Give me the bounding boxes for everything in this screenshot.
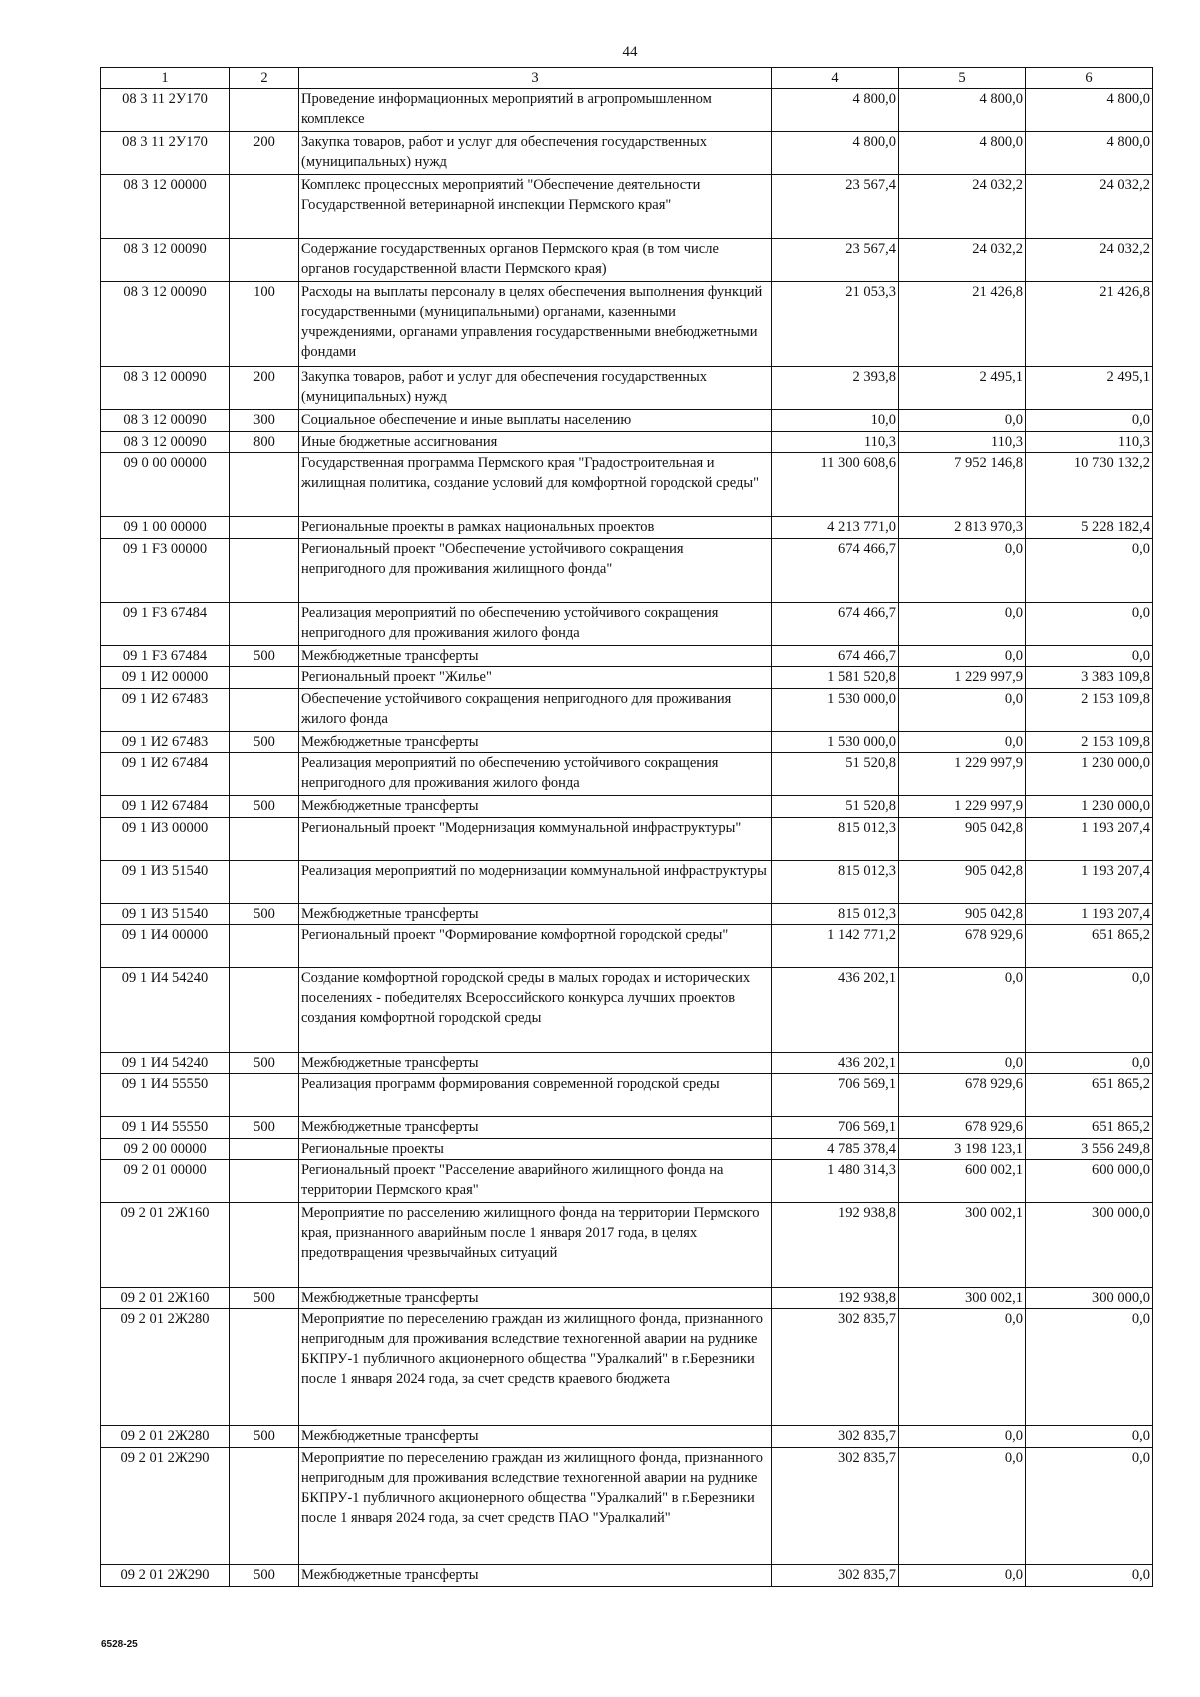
row-value-col4: 1 530 000,0 bbox=[772, 689, 899, 732]
document-code: 6528-25 bbox=[101, 1639, 138, 1650]
row-code: 08 3 11 2У170 bbox=[101, 89, 230, 132]
row-value-col4: 10,0 bbox=[772, 410, 899, 432]
table-row bbox=[101, 1203, 1153, 1288]
row-code: 09 2 01 2Ж160 bbox=[101, 1288, 230, 1309]
row-value-col4: 674 466,7 bbox=[772, 539, 899, 603]
row-value-col6: 4 800,0 bbox=[1026, 132, 1153, 175]
row-name: Иные бюджетные ассигнования bbox=[299, 432, 772, 453]
row-name: Реализация мероприятий по обеспечению устойчивого сокращения непригодного для проживания жилого фонда bbox=[299, 603, 772, 646]
row-value-col4: 674 466,7 bbox=[772, 603, 899, 646]
row-value-col6: 1 230 000,0 bbox=[1026, 796, 1153, 818]
row-expense-type: 100 bbox=[230, 282, 299, 367]
row-expense-type bbox=[230, 1160, 299, 1203]
table-row bbox=[101, 453, 1153, 517]
row-value-col5: 0,0 bbox=[899, 689, 1026, 732]
row-expense-type bbox=[230, 175, 299, 239]
row-expense-type bbox=[230, 753, 299, 796]
table-row bbox=[101, 925, 1153, 968]
table-row bbox=[101, 667, 1153, 689]
row-value-col5: 0,0 bbox=[899, 1448, 1026, 1565]
row-expense-type: 500 bbox=[230, 796, 299, 818]
row-code: 09 2 01 2Ж280 bbox=[101, 1426, 230, 1448]
row-expense-type bbox=[230, 818, 299, 861]
row-value-col4: 1 480 314,3 bbox=[772, 1160, 899, 1203]
row-expense-type bbox=[230, 239, 299, 282]
row-value-col4: 4 213 771,0 bbox=[772, 517, 899, 539]
row-name: Региональный проект "Формирование комфортной городской среды" bbox=[299, 925, 772, 968]
table-row bbox=[101, 367, 1153, 410]
row-value-col4: 51 520,8 bbox=[772, 753, 899, 796]
row-value-col6: 300 000,0 bbox=[1026, 1203, 1153, 1288]
row-value-col6: 0,0 bbox=[1026, 968, 1153, 1053]
row-name: Межбюджетные трансферты bbox=[299, 1117, 772, 1139]
row-expense-type: 500 bbox=[230, 1288, 299, 1309]
row-code: 09 1 F3 00000 bbox=[101, 539, 230, 603]
row-value-col4: 436 202,1 bbox=[772, 968, 899, 1053]
row-value-col5: 0,0 bbox=[899, 646, 1026, 667]
page-number: 44 bbox=[622, 44, 638, 60]
row-name: Межбюджетные трансферты bbox=[299, 1565, 772, 1587]
row-name: Закупка товаров, работ и услуг для обеспечения государственных (муниципальных) нужд bbox=[299, 132, 772, 175]
row-value-col6: 21 426,8 bbox=[1026, 282, 1153, 367]
row-name: Региональный проект "Обеспечение устойчивого сокращения непригодного для проживания жилищного фонда" bbox=[299, 539, 772, 603]
row-expense-type bbox=[230, 861, 299, 904]
table-row bbox=[101, 239, 1153, 282]
row-value-col4: 1 142 771,2 bbox=[772, 925, 899, 968]
row-expense-type bbox=[230, 689, 299, 732]
row-name: Межбюджетные трансферты bbox=[299, 904, 772, 925]
row-name: Межбюджетные трансферты bbox=[299, 732, 772, 753]
row-value-col4: 192 938,8 bbox=[772, 1288, 899, 1309]
row-value-col5: 7 952 146,8 bbox=[899, 453, 1026, 517]
row-expense-type: 500 bbox=[230, 1053, 299, 1074]
row-value-col5: 0,0 bbox=[899, 1565, 1026, 1587]
table-row bbox=[101, 432, 1153, 453]
table-row bbox=[101, 410, 1153, 432]
row-value-col4: 11 300 608,6 bbox=[772, 453, 899, 517]
row-value-col4: 1 581 520,8 bbox=[772, 667, 899, 689]
row-name: Региональный проект "Расселение аварийного жилищного фонда на территории Пермского края" bbox=[299, 1160, 772, 1203]
row-code: 09 0 00 00000 bbox=[101, 453, 230, 517]
row-value-col4: 2 393,8 bbox=[772, 367, 899, 410]
row-value-col5: 1 229 997,9 bbox=[899, 667, 1026, 689]
row-value-col6: 0,0 bbox=[1026, 1565, 1153, 1587]
row-expense-type bbox=[230, 1074, 299, 1117]
row-value-col6: 4 800,0 bbox=[1026, 89, 1153, 132]
table-row bbox=[101, 968, 1153, 1053]
row-value-col5: 21 426,8 bbox=[899, 282, 1026, 367]
table-row bbox=[101, 1448, 1153, 1565]
table-row bbox=[101, 861, 1153, 904]
row-value-col4: 436 202,1 bbox=[772, 1053, 899, 1074]
row-value-col6: 2 153 109,8 bbox=[1026, 732, 1153, 753]
row-expense-type: 500 bbox=[230, 1426, 299, 1448]
row-code: 09 1 И3 51540 bbox=[101, 904, 230, 925]
row-expense-type: 500 bbox=[230, 904, 299, 925]
row-expense-type: 200 bbox=[230, 132, 299, 175]
row-code: 09 1 И2 67483 bbox=[101, 732, 230, 753]
row-code: 09 1 И3 00000 bbox=[101, 818, 230, 861]
row-code: 09 1 И2 67483 bbox=[101, 689, 230, 732]
row-code: 09 1 И2 67484 bbox=[101, 753, 230, 796]
table-row bbox=[101, 1053, 1153, 1074]
column-header: 6 bbox=[1026, 68, 1153, 89]
table-row bbox=[101, 282, 1153, 367]
table-row bbox=[101, 1426, 1153, 1448]
row-value-col6: 3 383 109,8 bbox=[1026, 667, 1153, 689]
row-expense-type bbox=[230, 539, 299, 603]
column-header: 5 bbox=[899, 68, 1026, 89]
row-value-col4: 4 800,0 bbox=[772, 132, 899, 175]
row-value-col5: 0,0 bbox=[899, 732, 1026, 753]
table-row bbox=[101, 1074, 1153, 1117]
row-value-col5: 0,0 bbox=[899, 410, 1026, 432]
row-value-col6: 1 193 207,4 bbox=[1026, 818, 1153, 861]
row-value-col4: 1 530 000,0 bbox=[772, 732, 899, 753]
row-code: 09 2 00 00000 bbox=[101, 1139, 230, 1160]
row-code: 09 1 И4 55550 bbox=[101, 1117, 230, 1139]
row-name: Межбюджетные трансферты bbox=[299, 1053, 772, 1074]
row-name: Региональный проект "Жилье" bbox=[299, 667, 772, 689]
row-value-col5: 1 229 997,9 bbox=[899, 796, 1026, 818]
row-value-col5: 0,0 bbox=[899, 1053, 1026, 1074]
row-value-col5: 0,0 bbox=[899, 1426, 1026, 1448]
table-row bbox=[101, 753, 1153, 796]
budget-table bbox=[100, 67, 1153, 1587]
row-value-col6: 2 153 109,8 bbox=[1026, 689, 1153, 732]
row-name: Закупка товаров, работ и услуг для обеспечения государственных (муниципальных) нужд bbox=[299, 367, 772, 410]
row-name: Государственная программа Пермского края "Градостроительная и жилищная политика, создание условий для комфортной городской среды" bbox=[299, 453, 772, 517]
row-expense-type bbox=[230, 1139, 299, 1160]
row-value-col6: 0,0 bbox=[1026, 603, 1153, 646]
row-value-col4: 302 835,7 bbox=[772, 1448, 899, 1565]
row-code: 08 3 12 00000 bbox=[101, 175, 230, 239]
row-value-col5: 2 813 970,3 bbox=[899, 517, 1026, 539]
row-value-col6: 300 000,0 bbox=[1026, 1288, 1153, 1309]
row-expense-type: 500 bbox=[230, 1117, 299, 1139]
row-value-col5: 905 042,8 bbox=[899, 818, 1026, 861]
row-name: Межбюджетные трансферты bbox=[299, 646, 772, 667]
row-value-col6: 0,0 bbox=[1026, 1309, 1153, 1426]
row-code: 09 1 F3 67484 bbox=[101, 603, 230, 646]
row-value-col6: 110,3 bbox=[1026, 432, 1153, 453]
row-value-col6: 600 000,0 bbox=[1026, 1160, 1153, 1203]
row-expense-type: 300 bbox=[230, 410, 299, 432]
row-code: 09 1 F3 67484 bbox=[101, 646, 230, 667]
table-row bbox=[101, 1288, 1153, 1309]
table-body bbox=[101, 89, 1153, 1587]
row-code: 08 3 11 2У170 bbox=[101, 132, 230, 175]
row-value-col6: 10 730 132,2 bbox=[1026, 453, 1153, 517]
row-value-col4: 815 012,3 bbox=[772, 818, 899, 861]
row-value-col4: 815 012,3 bbox=[772, 861, 899, 904]
row-expense-type bbox=[230, 1448, 299, 1565]
row-name: Содержание государственных органов Пермского края (в том числе органов государственной власти Пермского края) bbox=[299, 239, 772, 282]
row-name: Реализация программ формирования современной городской среды bbox=[299, 1074, 772, 1117]
row-value-col4: 21 053,3 bbox=[772, 282, 899, 367]
row-code: 09 2 01 00000 bbox=[101, 1160, 230, 1203]
row-name: Мероприятие по переселению граждан из жилищного фонда, признанного непригодным для проживания вследствие техногенной аварии на руднике БКПРУ-1 публичного акционерного общества "Уралкалий" в г.Березники после 1 января 2024 года, за счет средств краевого бюджета bbox=[299, 1309, 772, 1426]
row-code: 09 1 00 00000 bbox=[101, 517, 230, 539]
column-header: 2 bbox=[230, 68, 299, 89]
row-expense-type: 500 bbox=[230, 646, 299, 667]
row-code: 09 1 И4 00000 bbox=[101, 925, 230, 968]
row-value-col5: 110,3 bbox=[899, 432, 1026, 453]
row-name: Социальное обеспечение и иные выплаты населению bbox=[299, 410, 772, 432]
row-expense-type bbox=[230, 667, 299, 689]
row-value-col5: 3 198 123,1 bbox=[899, 1139, 1026, 1160]
row-expense-type bbox=[230, 1309, 299, 1426]
row-value-col4: 23 567,4 bbox=[772, 239, 899, 282]
row-name: Мероприятие по расселению жилищного фонда на территории Пермского края, признанного аварийным после 1 января 2017 года, в целях предотвращения чрезвычайных ситуаций bbox=[299, 1203, 772, 1288]
row-value-col4: 302 835,7 bbox=[772, 1426, 899, 1448]
row-code: 08 3 12 00090 bbox=[101, 239, 230, 282]
row-value-col5: 600 002,1 bbox=[899, 1160, 1026, 1203]
row-name: Комплекс процессных мероприятий "Обеспечение деятельности Государственной ветеринарной инспекции Пермского края" bbox=[299, 175, 772, 239]
row-value-col5: 0,0 bbox=[899, 968, 1026, 1053]
row-value-col4: 815 012,3 bbox=[772, 904, 899, 925]
row-value-col5: 905 042,8 bbox=[899, 861, 1026, 904]
table-row bbox=[101, 603, 1153, 646]
row-value-col6: 24 032,2 bbox=[1026, 175, 1153, 239]
row-value-col4: 192 938,8 bbox=[772, 1203, 899, 1288]
row-value-col4: 706 569,1 bbox=[772, 1117, 899, 1139]
row-name: Мероприятие по переселению граждан из жилищного фонда, признанного непригодным для проживания вследствие техногенной аварии на руднике БКПРУ-1 публичного акционерного общества "Уралкалий" в г.Березники после 1 января 2024 года, за счет средств ПАО "Уралкалий" bbox=[299, 1448, 772, 1565]
row-value-col6: 0,0 bbox=[1026, 539, 1153, 603]
row-name: Межбюджетные трансферты bbox=[299, 1426, 772, 1448]
column-header: 1 bbox=[101, 68, 230, 89]
row-value-col6: 0,0 bbox=[1026, 1448, 1153, 1565]
row-expense-type: 500 bbox=[230, 732, 299, 753]
row-value-col4: 23 567,4 bbox=[772, 175, 899, 239]
row-name: Проведение информационных мероприятий в агропромышленном комплексе bbox=[299, 89, 772, 132]
row-name: Расходы на выплаты персоналу в целях обеспечения выполнения функций государственными (муниципальными) органами, казенными учреждениями, органами управления государственными внебюджетными фондами bbox=[299, 282, 772, 367]
row-code: 08 3 12 00090 bbox=[101, 367, 230, 410]
row-code: 09 2 01 2Ж280 bbox=[101, 1309, 230, 1426]
table-row bbox=[101, 732, 1153, 753]
row-value-col4: 706 569,1 bbox=[772, 1074, 899, 1117]
table-row bbox=[101, 1160, 1153, 1203]
row-name: Региональные проекты bbox=[299, 1139, 772, 1160]
row-value-col4: 4 800,0 bbox=[772, 89, 899, 132]
row-expense-type bbox=[230, 925, 299, 968]
row-value-col4: 4 785 378,4 bbox=[772, 1139, 899, 1160]
row-value-col6: 1 193 207,4 bbox=[1026, 861, 1153, 904]
row-expense-type bbox=[230, 1203, 299, 1288]
table-row bbox=[101, 1565, 1153, 1587]
row-value-col6: 1 230 000,0 bbox=[1026, 753, 1153, 796]
row-value-col5: 2 495,1 bbox=[899, 367, 1026, 410]
row-name: Реализация мероприятий по обеспечению устойчивого сокращения непригодного для проживания жилого фонда bbox=[299, 753, 772, 796]
row-value-col5: 678 929,6 bbox=[899, 925, 1026, 968]
row-name: Межбюджетные трансферты bbox=[299, 1288, 772, 1309]
row-expense-type bbox=[230, 453, 299, 517]
row-value-col6: 651 865,2 bbox=[1026, 1117, 1153, 1139]
row-code: 09 1 И4 54240 bbox=[101, 1053, 230, 1074]
column-header: 4 bbox=[772, 68, 899, 89]
row-value-col5: 1 229 997,9 bbox=[899, 753, 1026, 796]
table-row bbox=[101, 175, 1153, 239]
row-name: Межбюджетные трансферты bbox=[299, 796, 772, 818]
row-value-col6: 24 032,2 bbox=[1026, 239, 1153, 282]
row-code: 09 1 И2 00000 bbox=[101, 667, 230, 689]
row-code: 09 2 01 2Ж160 bbox=[101, 1203, 230, 1288]
row-name: Региональные проекты в рамках национальных проектов bbox=[299, 517, 772, 539]
row-value-col5: 4 800,0 bbox=[899, 89, 1026, 132]
row-value-col6: 5 228 182,4 bbox=[1026, 517, 1153, 539]
table-row bbox=[101, 796, 1153, 818]
table-row bbox=[101, 132, 1153, 175]
row-expense-type: 200 bbox=[230, 367, 299, 410]
row-value-col5: 678 929,6 bbox=[899, 1117, 1026, 1139]
table-row bbox=[101, 689, 1153, 732]
row-value-col4: 51 520,8 bbox=[772, 796, 899, 818]
row-value-col6: 651 865,2 bbox=[1026, 925, 1153, 968]
column-header: 3 bbox=[299, 68, 772, 89]
row-value-col5: 905 042,8 bbox=[899, 904, 1026, 925]
row-value-col5: 24 032,2 bbox=[899, 175, 1026, 239]
row-name: Создание комфортной городской среды в малых городах и исторических поселениях - победителях Всероссийского конкурса лучших проектов создания комфортной городской среды bbox=[299, 968, 772, 1053]
row-expense-type bbox=[230, 517, 299, 539]
row-value-col4: 110,3 bbox=[772, 432, 899, 453]
table-row bbox=[101, 1309, 1153, 1426]
row-value-col4: 302 835,7 bbox=[772, 1309, 899, 1426]
table-row bbox=[101, 1117, 1153, 1139]
row-value-col5: 678 929,6 bbox=[899, 1074, 1026, 1117]
row-expense-type bbox=[230, 89, 299, 132]
table-row bbox=[101, 904, 1153, 925]
table-row bbox=[101, 89, 1153, 132]
row-expense-type bbox=[230, 603, 299, 646]
row-value-col6: 0,0 bbox=[1026, 1426, 1153, 1448]
row-code: 08 3 12 00090 bbox=[101, 282, 230, 367]
row-value-col5: 300 002,1 bbox=[899, 1203, 1026, 1288]
table-row bbox=[101, 517, 1153, 539]
row-code: 09 2 01 2Ж290 bbox=[101, 1448, 230, 1565]
row-value-col5: 300 002,1 bbox=[899, 1288, 1026, 1309]
row-value-col6: 3 556 249,8 bbox=[1026, 1139, 1153, 1160]
row-code: 08 3 12 00090 bbox=[101, 410, 230, 432]
header-row bbox=[101, 68, 1153, 89]
table-row bbox=[101, 1139, 1153, 1160]
row-name: Обеспечение устойчивого сокращения непригодного для проживания жилого фонда bbox=[299, 689, 772, 732]
row-name: Региональный проект "Модернизация коммунальной инфраструктуры" bbox=[299, 818, 772, 861]
row-value-col6: 2 495,1 bbox=[1026, 367, 1153, 410]
row-value-col5: 0,0 bbox=[899, 539, 1026, 603]
row-value-col6: 0,0 bbox=[1026, 1053, 1153, 1074]
row-expense-type: 800 bbox=[230, 432, 299, 453]
row-value-col5: 0,0 bbox=[899, 603, 1026, 646]
row-expense-type: 500 bbox=[230, 1565, 299, 1587]
row-code: 08 3 12 00090 bbox=[101, 432, 230, 453]
row-value-col5: 0,0 bbox=[899, 1309, 1026, 1426]
row-value-col4: 674 466,7 bbox=[772, 646, 899, 667]
row-code: 09 2 01 2Ж290 bbox=[101, 1565, 230, 1587]
row-value-col6: 0,0 bbox=[1026, 646, 1153, 667]
row-value-col4: 302 835,7 bbox=[772, 1565, 899, 1587]
row-expense-type bbox=[230, 968, 299, 1053]
row-value-col6: 651 865,2 bbox=[1026, 1074, 1153, 1117]
row-code: 09 1 И4 54240 bbox=[101, 968, 230, 1053]
row-value-col5: 4 800,0 bbox=[899, 132, 1026, 175]
row-value-col6: 0,0 bbox=[1026, 410, 1153, 432]
row-value-col5: 24 032,2 bbox=[899, 239, 1026, 282]
row-code: 09 1 И3 51540 bbox=[101, 861, 230, 904]
row-code: 09 1 И2 67484 bbox=[101, 796, 230, 818]
row-code: 09 1 И4 55550 bbox=[101, 1074, 230, 1117]
table-row bbox=[101, 539, 1153, 603]
row-value-col6: 1 193 207,4 bbox=[1026, 904, 1153, 925]
row-name: Реализация мероприятий по модернизации коммунальной инфраструктуры bbox=[299, 861, 772, 904]
table-row bbox=[101, 646, 1153, 667]
table-row bbox=[101, 818, 1153, 861]
